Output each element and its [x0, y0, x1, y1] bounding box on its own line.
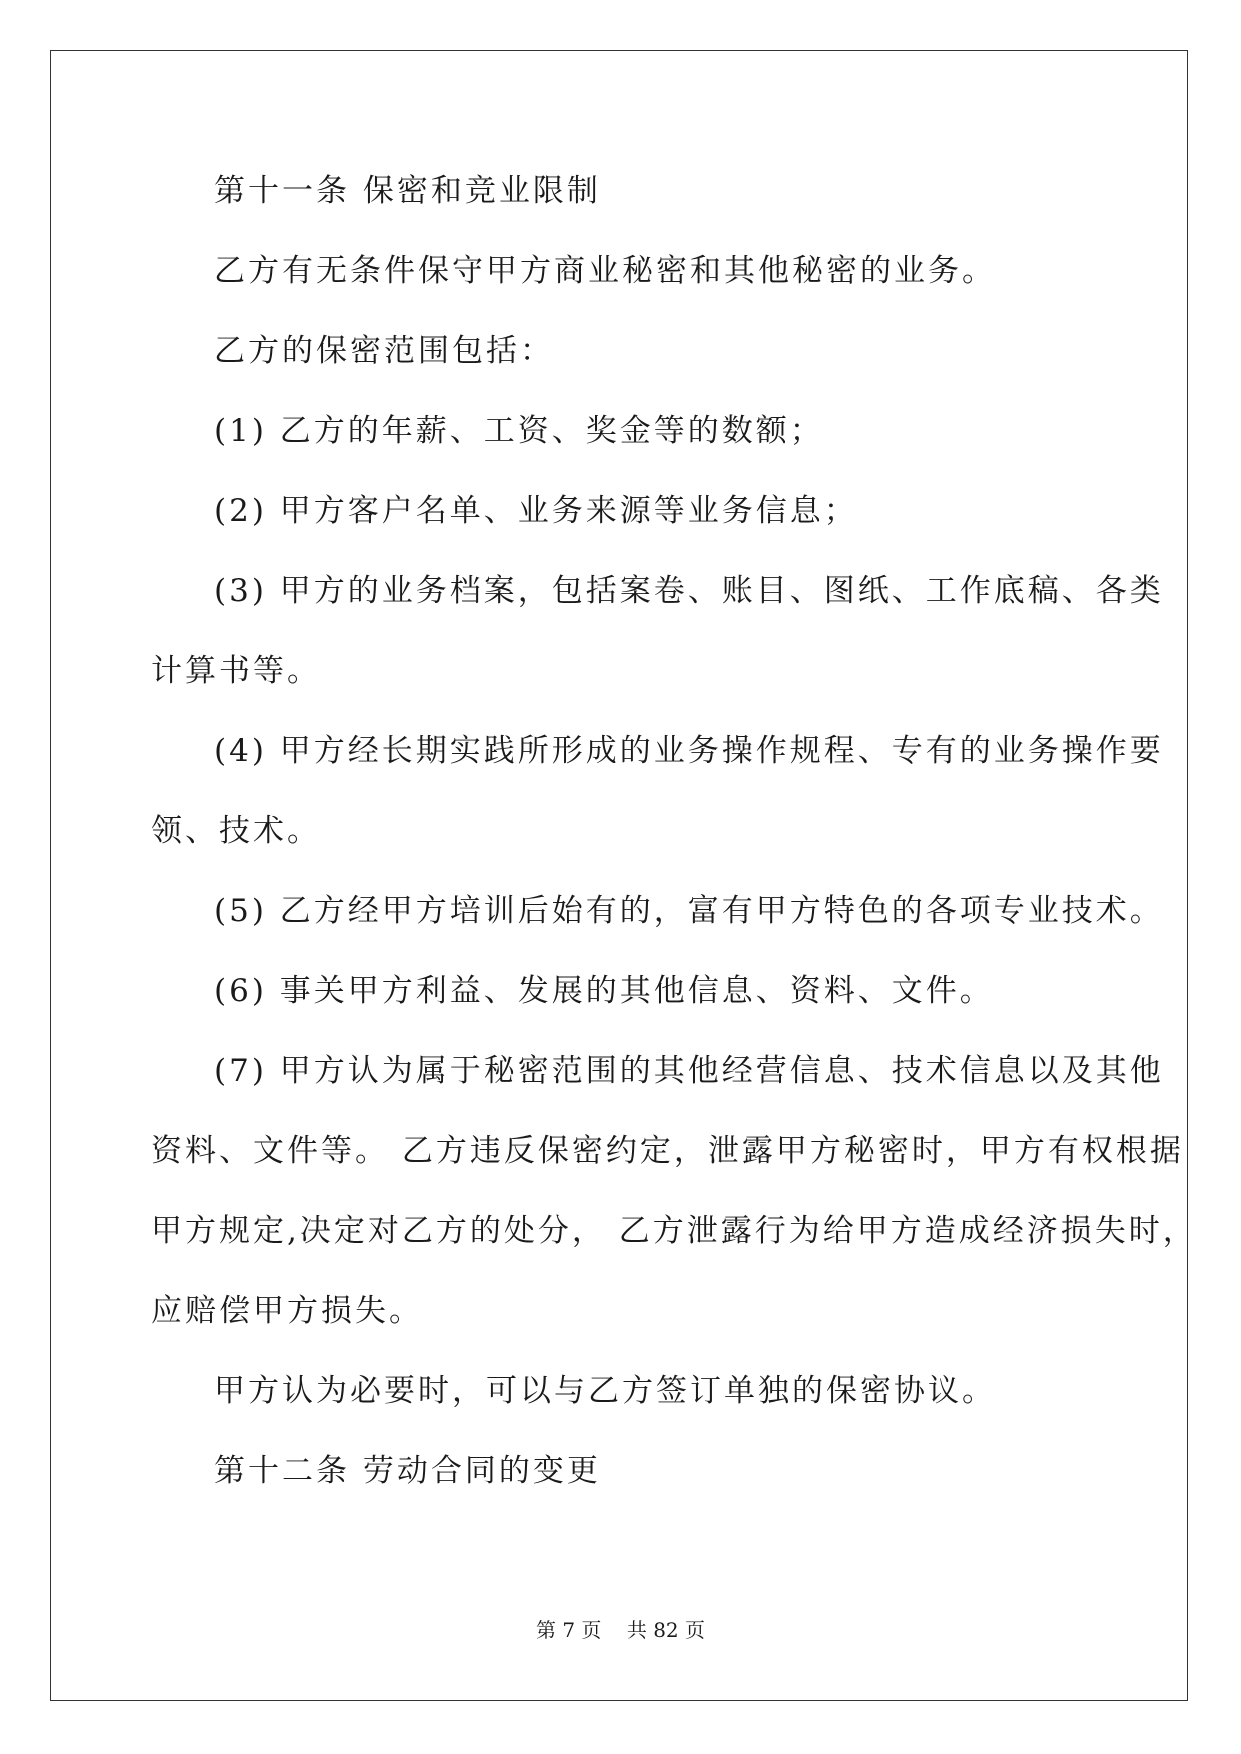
- list-item-6: (6) 事关甲方利益、发展的其他信息、资料、文件。: [214, 973, 994, 1009]
- article-11-heading: 第十一条 保密和竞业限制: [214, 173, 601, 209]
- list-item-7: (7) 甲方认为属于秘密范围的其他经营信息、技术信息以及其他: [214, 1053, 1164, 1089]
- list-item-7-continued: 应赔偿甲方损失。: [151, 1293, 423, 1329]
- article-12-heading: 第十二条 劳动合同的变更: [214, 1453, 601, 1489]
- list-item-3: (3) 甲方的业务档案，包括案卷、账目、图纸、工作底稿、各类: [214, 573, 1164, 609]
- list-item-3-continued: 计算书等。: [151, 653, 321, 689]
- list-item-7-continued: 甲方规定,决定对乙方的处分， 乙方泄露行为给甲方造成经济损失时，: [151, 1213, 1197, 1249]
- paragraph-line: 乙方的保密范围包括：: [214, 333, 554, 369]
- list-item-4: (4) 甲方经长期实践所形成的业务操作规程、专有的业务操作要: [214, 733, 1164, 769]
- paragraph-line: 甲方认为必要时，可以与乙方签订单独的保密协议。: [214, 1373, 996, 1409]
- list-item-5: (5) 乙方经甲方培训后始有的，富有甲方特色的各项专业技术。: [214, 893, 1164, 929]
- list-item-7-continued: 资料、文件等。 乙方违反保密约定，泄露甲方秘密时，甲方有权根据: [151, 1133, 1184, 1169]
- page-number-footer: 第 7 页 共 82 页: [535, 1618, 706, 1642]
- paragraph-line: 乙方有无条件保守甲方商业秘密和其他秘密的业务。: [214, 253, 996, 289]
- list-item-1: (1) 乙方的年薪、工资、奖金等的数额；: [214, 413, 824, 449]
- list-item-4-continued: 领、技术。: [151, 813, 321, 849]
- list-item-2: (2) 甲方客户名单、业务来源等业务信息；: [214, 493, 858, 529]
